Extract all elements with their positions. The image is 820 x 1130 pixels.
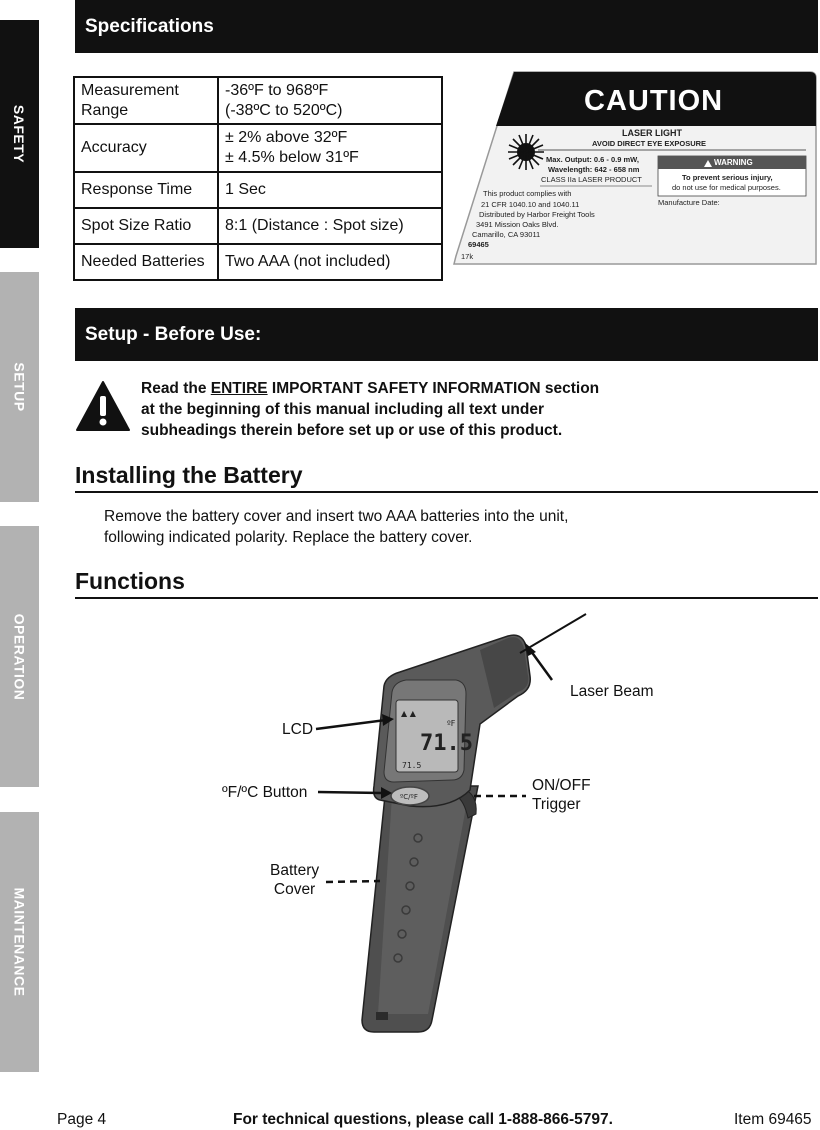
specifications-table xyxy=(73,76,443,281)
tab-operation[interactable] xyxy=(0,526,39,787)
spec-value-line: -36ºF to 968ºF xyxy=(225,81,329,99)
page-number: Page 4 xyxy=(57,1111,107,1128)
setup-title: Setup - Before Use: xyxy=(85,323,262,345)
max-output-text: Max. Output: 0.6 - 0.9 mW, xyxy=(546,155,639,164)
spec-value xyxy=(218,124,442,172)
table-row xyxy=(74,124,442,172)
table-row xyxy=(74,208,442,244)
tab-maintenance-label: MAINTENANCE xyxy=(11,887,28,997)
spec-value: 1 Sec xyxy=(218,172,442,208)
fc-button-callout-label: ºF/ºC Button xyxy=(222,784,308,801)
warning-line-1: To prevent serious injury, xyxy=(682,173,773,182)
class-text: CLASS IIa LASER PRODUCT xyxy=(541,175,642,184)
warning-title: WARNING xyxy=(714,158,753,167)
complies-text-1: This product complies with xyxy=(483,189,572,198)
specifications-header xyxy=(75,0,818,53)
city-text: Camarillo, CA 93011 xyxy=(472,230,541,239)
warning-text-line: at the beginning of this manual including all text under xyxy=(141,401,545,418)
tab-setup[interactable] xyxy=(0,272,39,502)
laser-starburst-icon xyxy=(508,134,544,170)
item-number: Item 69465 xyxy=(734,1111,812,1128)
support-phone: For technical questions, please call 1-888-866-5797. xyxy=(233,1111,613,1128)
table-row xyxy=(74,244,442,280)
address-text: 3491 Mission Oaks Blvd. xyxy=(476,220,559,229)
battery-heading: Installing the Battery xyxy=(75,462,818,493)
code-text: 17k xyxy=(461,252,474,261)
spec-value xyxy=(218,77,442,124)
safety-warning-text xyxy=(141,378,651,441)
spec-label-line: Measurement xyxy=(81,81,179,99)
tab-safety-label: SAFETY xyxy=(11,104,28,164)
warning-text-part: IMPORTANT SAFETY INFORMATION section xyxy=(267,380,600,397)
specifications-title: Specifications xyxy=(85,15,214,37)
spec-label: Spot Size Ratio xyxy=(74,208,218,244)
spec-value-line: (-38ºC to 520ºC) xyxy=(225,101,343,119)
avoid-exposure-text: AVOID DIRECT EYE EXPOSURE xyxy=(592,139,707,148)
battery-cover-label-line: Cover xyxy=(273,881,316,898)
tab-setup-label: SETUP xyxy=(11,362,28,412)
table-row xyxy=(74,172,442,208)
spec-value: Two AAA (not included) xyxy=(218,244,442,280)
warning-text-entire: ENTIRE xyxy=(210,380,268,397)
spec-label: Needed Batteries xyxy=(74,244,218,280)
fc-button-label: ºC/ºF xyxy=(400,793,418,801)
battery-cover-label-line: Battery xyxy=(270,862,320,879)
warning-text-line: subheadings therein before set up or use of this product. xyxy=(141,422,563,439)
lcd-icons: ▲ ▲ xyxy=(401,709,416,718)
spec-label xyxy=(74,77,218,124)
functions-heading: Functions xyxy=(75,568,818,599)
battery-cover-label xyxy=(270,861,319,899)
spec-value-line: ± 4.5% below 31ºF xyxy=(225,149,359,166)
battery-cover-dashed-line xyxy=(326,881,380,882)
spec-label: Response Time xyxy=(74,172,218,208)
thermometer-illustration xyxy=(280,600,600,1040)
trigger-label-line: Trigger xyxy=(532,796,581,813)
lcd-secondary-reading: 71.5 xyxy=(402,761,422,770)
lcd-reading: 71.5 xyxy=(420,731,473,756)
spec-value-line: ± 2% above 32ºF xyxy=(225,129,348,146)
tab-operation-label: OPERATION xyxy=(11,613,28,700)
warning-icon xyxy=(75,380,131,432)
table-row xyxy=(74,77,442,124)
trigger-label xyxy=(532,776,591,814)
laser-light-text: LASER LIGHT xyxy=(622,128,682,138)
caution-label xyxy=(452,70,818,270)
caution-title: CAUTION xyxy=(584,85,724,117)
battery-text-line: Remove the battery cover and insert two AAA batteries into the unit, xyxy=(104,508,569,525)
distributed-text: Distributed by Harbor Freight Tools xyxy=(479,210,595,219)
warning-line-2: do not use for medical purposes. xyxy=(672,183,781,192)
trigger-label-line: ON/OFF xyxy=(532,777,591,794)
lcd-label: LCD xyxy=(282,721,314,738)
item-number-text: 69465 xyxy=(468,240,489,249)
battery-text-line: following indicated polarity. Replace the battery cover. xyxy=(104,529,473,546)
warning-text-part: Read the xyxy=(141,380,211,397)
lcd-unit: ºF xyxy=(447,719,456,728)
complies-text-2: 21 CFR 1040.10 and 1040.11 xyxy=(481,200,580,209)
setup-header xyxy=(75,308,818,361)
spec-label-line: Range xyxy=(81,101,129,119)
spec-value: 8:1 (Distance : Spot size) xyxy=(218,208,442,244)
manufacture-date: Manufacture Date: xyxy=(658,198,720,207)
wavelength-text: Wavelength: 642 - 658 nm xyxy=(548,165,640,174)
tab-safety[interactable] xyxy=(0,20,39,248)
battery-instructions xyxy=(104,506,624,548)
spec-label: Accuracy xyxy=(74,124,218,172)
laser-beam-label: Laser Beam xyxy=(570,683,654,700)
tab-maintenance[interactable] xyxy=(0,812,39,1072)
